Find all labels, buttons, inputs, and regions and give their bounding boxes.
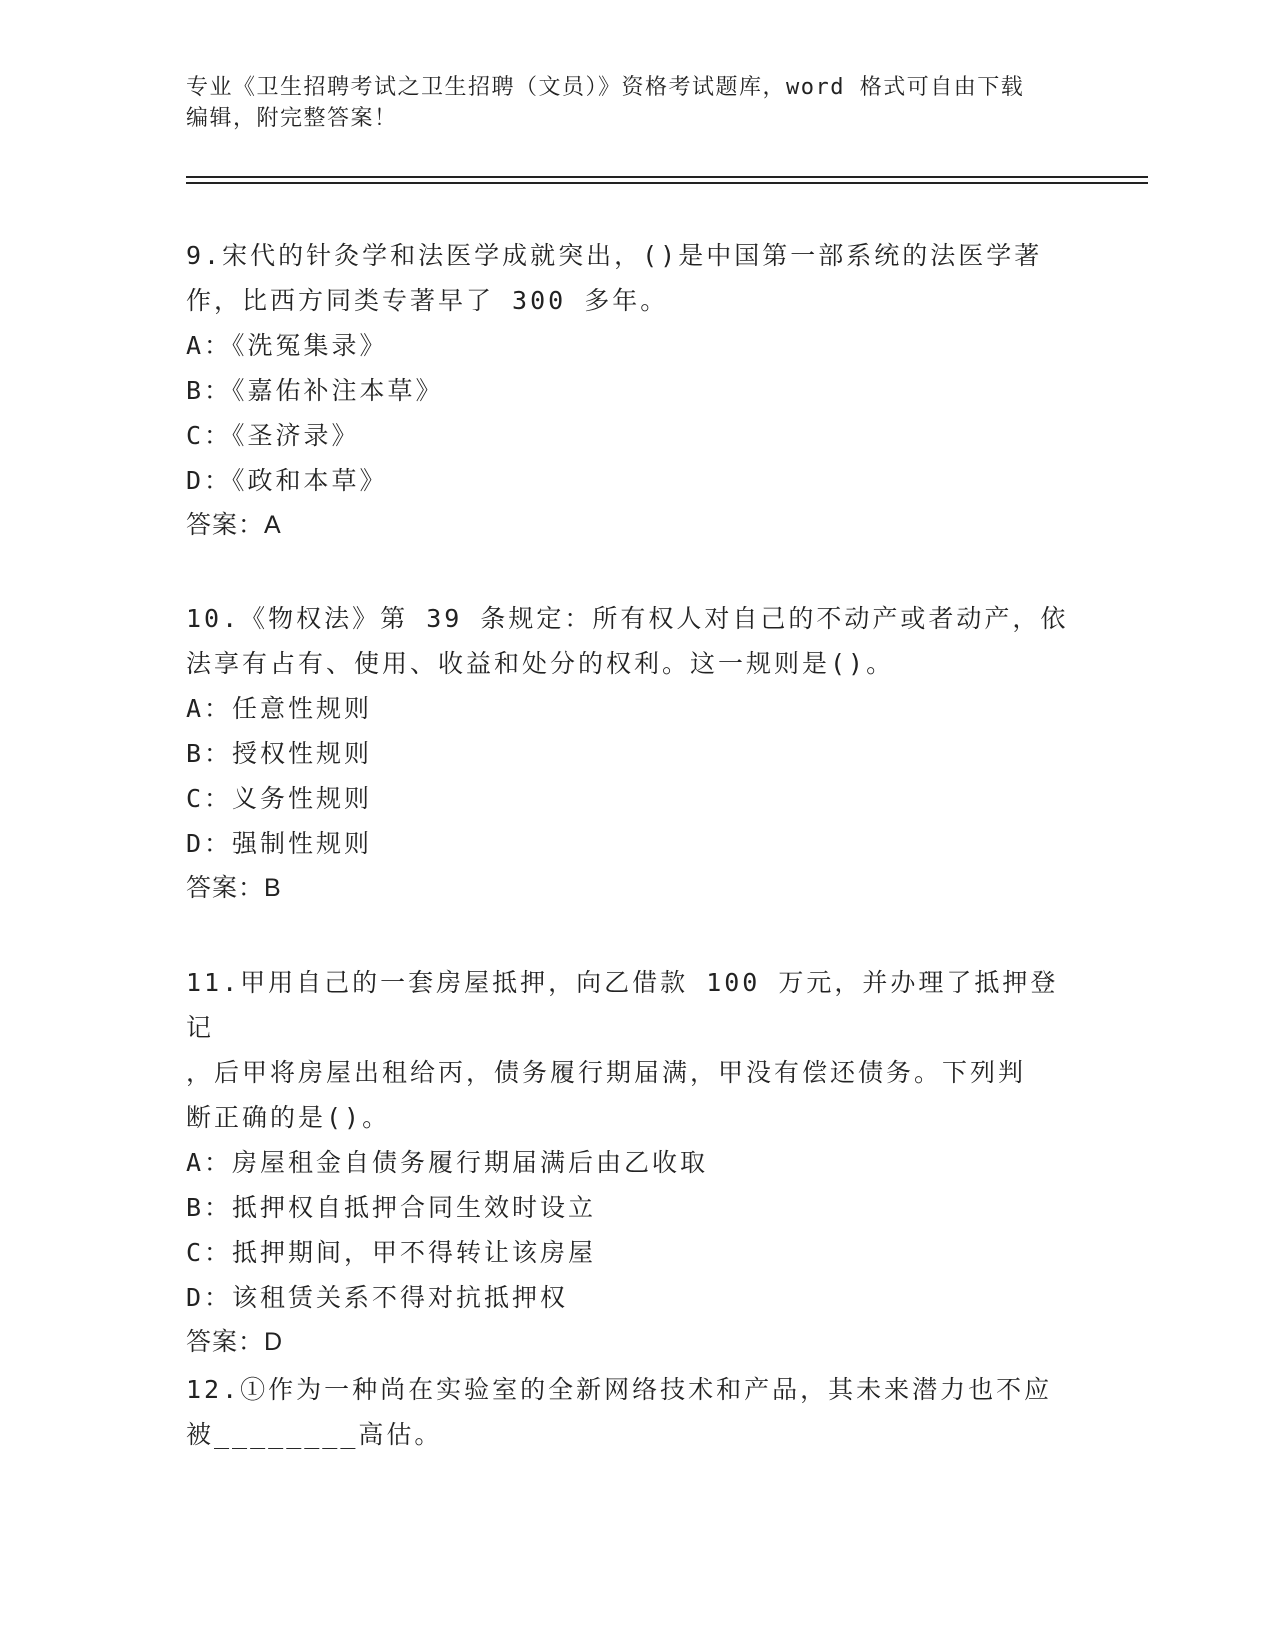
question-9 [186, 233, 1086, 548]
header-divider-top [186, 176, 1148, 178]
option-c: C：义务性规则 [186, 784, 373, 813]
header-intro-line1: 专业《卫生招聘考试之卫生招聘（文员）》资格考试题库，word 格式可自由下载 [186, 75, 1025, 100]
question-11 [186, 960, 1086, 1365]
option-d: D：强制性规则 [186, 829, 373, 858]
option-a: A：任意性规则 [186, 694, 373, 723]
answer: 答案：D [186, 1328, 284, 1356]
answer: 答案：B [186, 874, 282, 902]
question-stem-line: ，后甲将房屋出租给丙，债务履行期届满，甲没有偿还债务。下列判 [186, 1058, 1027, 1087]
answer: 答案：A [186, 511, 282, 539]
question-stem-line: 12.①作为一种尚在实验室的全新网络技术和产品，其未来潜力也不应 [186, 1375, 1053, 1404]
question-stem-line: 10.《物权法》第 39 条规定：所有权人对自己的不动产或者动产，依 [186, 604, 1069, 633]
option-c: C：《圣济录》 [186, 421, 360, 450]
header-divider-bottom [186, 182, 1148, 184]
question-stem-line: 9.宋代的针灸学和法医学成就突出，()是中国第一部系统的法医学著 [186, 241, 1043, 270]
option-d: D：该租赁关系不得对抗抵押权 [186, 1283, 569, 1312]
option-a: A：房屋租金自债务履行期届满后由乙收取 [186, 1148, 709, 1177]
option-b: B：《嘉佑补注本草》 [186, 376, 444, 405]
question-10 [186, 596, 1086, 911]
question-stem-line: 11.甲用自己的一套房屋抵押，向乙借款 100 万元，并办理了抵押登记 [186, 968, 1059, 1042]
question-stem-line: 断正确的是()。 [186, 1103, 391, 1132]
option-c: C：抵押期间，甲不得转让该房屋 [186, 1238, 597, 1267]
option-b: B：抵押权自抵押合同生效时设立 [186, 1193, 597, 1222]
question-12 [186, 1367, 1086, 1457]
option-d: D：《政和本草》 [186, 466, 388, 495]
document-header [186, 72, 1066, 134]
question-stem-line: 法享有占有、使用、收益和处分的权利。这一规则是()。 [186, 649, 895, 678]
question-stem-line: 被________高估。 [186, 1420, 443, 1449]
header-intro-line2: 编辑，附完整答案！ [186, 106, 398, 131]
question-stem-line: 作，比西方同类专著早了 300 多年。 [186, 286, 669, 315]
option-a: A：《洗冤集录》 [186, 331, 388, 360]
option-b: B：授权性规则 [186, 739, 373, 768]
